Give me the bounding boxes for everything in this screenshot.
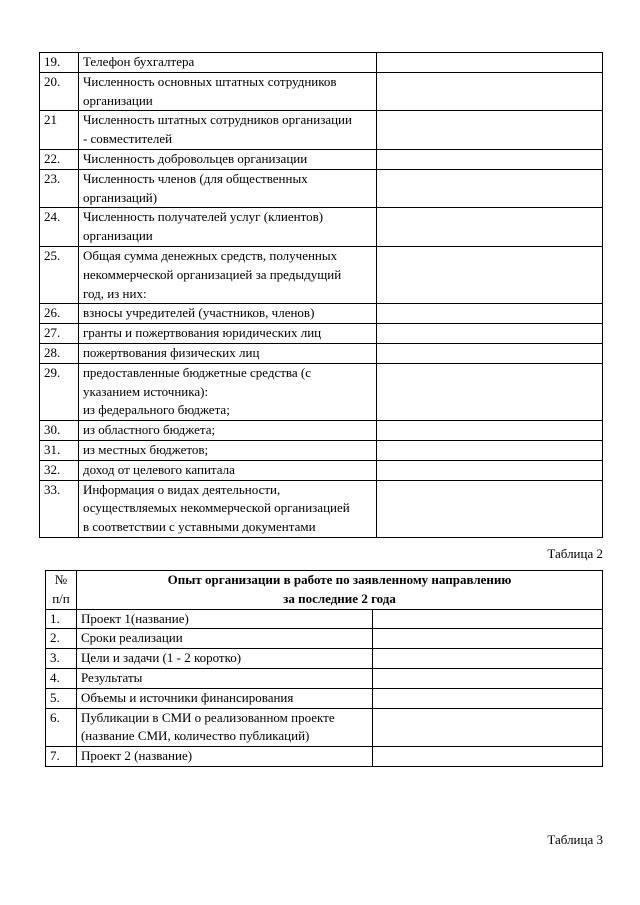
row-label: Численность получателей услуг (клиентов) организации xyxy=(78,208,377,247)
row-label: Общая сумма денежных средств, полученных некоммерческой организацией за предыдущий год, из них: xyxy=(78,246,377,303)
table-row xyxy=(40,149,603,169)
row-value-cell[interactable] xyxy=(377,421,603,441)
table-row xyxy=(46,688,603,708)
row-label: Телефон бухгалтера xyxy=(78,53,377,73)
table-row xyxy=(40,460,603,480)
row-number: 22. xyxy=(40,149,79,169)
row-value-cell[interactable] xyxy=(372,688,603,708)
row-label: Сроки реализации xyxy=(76,629,372,649)
row-number: 1. xyxy=(46,609,77,629)
row-value-cell[interactable] xyxy=(377,72,603,111)
row-label: пожертвования физических лиц xyxy=(78,343,377,363)
row-label: предоставленные бюджетные средства (с указанием источника): из федерального бюджета; xyxy=(78,363,377,420)
row-number: 6. xyxy=(46,708,77,747)
table-row xyxy=(46,668,603,688)
row-value-cell[interactable] xyxy=(377,460,603,480)
row-label: гранты и пожертвования юридических лиц xyxy=(78,324,377,344)
table-3-caption: Таблица 3 xyxy=(547,832,603,847)
table-row xyxy=(40,72,603,111)
row-value-cell[interactable] xyxy=(377,440,603,460)
row-number: 5. xyxy=(46,688,77,708)
experience-table xyxy=(45,570,603,767)
table-row xyxy=(46,609,603,629)
table-row xyxy=(46,629,603,649)
table-row xyxy=(40,246,603,303)
header-title: Опыт организации в работе по заявленному направлению за последние 2 года xyxy=(76,571,602,610)
row-number: 20. xyxy=(40,72,79,111)
row-value-cell[interactable] xyxy=(372,649,603,669)
row-value-cell[interactable] xyxy=(377,169,603,208)
table-row xyxy=(40,343,603,363)
row-number: 33. xyxy=(40,480,79,537)
row-number: 32. xyxy=(40,460,79,480)
row-value-cell[interactable] xyxy=(372,668,603,688)
table-row xyxy=(40,480,603,537)
table-row xyxy=(40,169,603,208)
table-row xyxy=(40,324,603,344)
row-number: 28. xyxy=(40,343,79,363)
row-label: Проект 1(название) xyxy=(76,609,372,629)
row-label: Результаты xyxy=(76,668,372,688)
row-value-cell[interactable] xyxy=(377,363,603,420)
row-number: 24. xyxy=(40,208,79,247)
row-value-cell[interactable] xyxy=(372,609,603,629)
row-number: 4. xyxy=(46,668,77,688)
row-label: взносы учредителей (участников, членов) xyxy=(78,304,377,324)
row-label: из областного бюджета; xyxy=(78,421,377,441)
organization-info-table xyxy=(39,52,603,538)
row-label: Проект 2 (название) xyxy=(76,747,372,767)
row-label: Численность основных штатных сотрудников организации xyxy=(78,72,377,111)
row-value-cell[interactable] xyxy=(377,246,603,303)
row-label: из местных бюджетов; xyxy=(78,440,377,460)
table-row xyxy=(40,363,603,420)
header-number-column: № п/п xyxy=(46,571,77,610)
row-value-cell[interactable] xyxy=(377,324,603,344)
row-label: Численность членов (для общественных организаций) xyxy=(78,169,377,208)
table-row xyxy=(40,53,603,73)
row-label: Цели и задачи (1 - 2 коротко) xyxy=(76,649,372,669)
row-value-cell[interactable] xyxy=(372,629,603,649)
table-row xyxy=(40,440,603,460)
row-label: Публикации в СМИ о реализованном проекте (название СМИ, количество публикаций) xyxy=(76,708,372,747)
row-value-cell[interactable] xyxy=(377,111,603,150)
table-row xyxy=(40,111,603,150)
row-value-cell[interactable] xyxy=(377,480,603,537)
row-value-cell[interactable] xyxy=(377,343,603,363)
row-number: 7. xyxy=(46,747,77,767)
row-number: 26. xyxy=(40,304,79,324)
row-label: Численность штатных сотрудников организации - совместителей xyxy=(78,111,377,150)
row-value-cell[interactable] xyxy=(372,708,603,747)
row-number: 23. xyxy=(40,169,79,208)
row-number: 21 xyxy=(40,111,79,150)
row-number: 27. xyxy=(40,324,79,344)
row-label: доход от целевого капитала xyxy=(78,460,377,480)
table-2-caption: Таблица 2 xyxy=(547,546,603,561)
row-number: 29. xyxy=(40,363,79,420)
table-row xyxy=(46,708,603,747)
table-row xyxy=(46,649,603,669)
row-value-cell[interactable] xyxy=(377,208,603,247)
table-header-row xyxy=(46,571,603,610)
row-number: 25. xyxy=(40,246,79,303)
row-value-cell[interactable] xyxy=(377,304,603,324)
row-number: 3. xyxy=(46,649,77,669)
row-number: 30. xyxy=(40,421,79,441)
row-value-cell[interactable] xyxy=(377,53,603,73)
row-number: 31. xyxy=(40,440,79,460)
row-label: Объемы и источники финансирования xyxy=(76,688,372,708)
table-row xyxy=(40,304,603,324)
table-row xyxy=(40,208,603,247)
row-value-cell[interactable] xyxy=(372,747,603,767)
row-number: 19. xyxy=(40,53,79,73)
row-label: Численность добровольцев организации xyxy=(78,149,377,169)
table-row xyxy=(46,747,603,767)
row-value-cell[interactable] xyxy=(377,149,603,169)
row-number: 2. xyxy=(46,629,77,649)
table-row xyxy=(40,421,603,441)
row-label: Информация о видах деятельности, осуществляемых некоммерческой организацией в соответствии с уставными документами xyxy=(78,480,377,537)
